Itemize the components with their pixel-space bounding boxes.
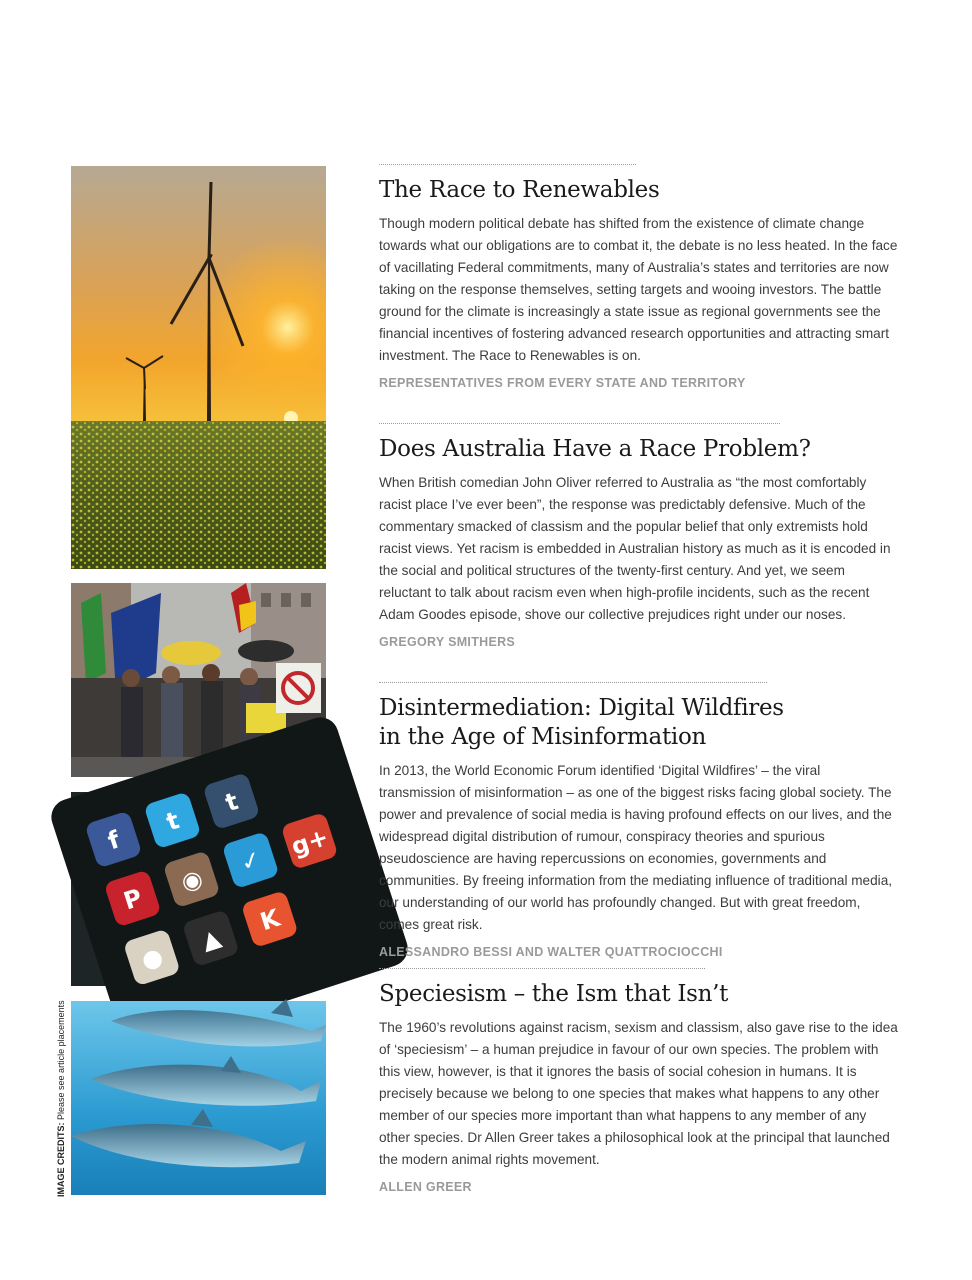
article-title-line-2: in the Age of Misinformation — [379, 724, 706, 750]
dotted-divider — [379, 423, 780, 424]
image-credits — [56, 1000, 66, 1197]
article-speciesism — [379, 968, 899, 1194]
dotted-divider — [379, 968, 705, 969]
dolphins-photo — [71, 1001, 326, 1195]
article-race-problem — [379, 423, 899, 649]
article-race-to-renewables — [379, 164, 899, 390]
svg-text:f: f — [104, 825, 124, 856]
dotted-divider — [379, 682, 767, 683]
article-title — [379, 694, 899, 752]
social-media-apps-photo — [71, 787, 332, 986]
svg-text:K: K — [256, 903, 284, 937]
wind-turbines-photo — [71, 166, 326, 569]
svg-text:▲: ▲ — [197, 923, 225, 956]
svg-text:●: ● — [137, 941, 167, 975]
svg-text:t: t — [221, 787, 242, 818]
svg-text:t: t — [162, 806, 183, 837]
article-title: Does Australia Have a Race Problem? — [379, 436, 811, 462]
article-summary: In 2013, the World Economic Forum identified ‘Digital Wildfires’ – the viral transmission of misinformation – as one of the biggest risks facing global society. The power and prevalence of social media is having profound effects on our lives, and the widespread digital distribution of rumour, conspiracy theories and spurious pseudoscience are having repercussions on economies, governments and communities. By freeing information from the mediating influence of traditional media, our understanding of our world has profoundly changed. But with great freedom, comes great risk. — [379, 763, 893, 932]
dotted-divider — [379, 164, 636, 165]
image-credits-text: Please see article placements — [56, 1000, 66, 1120]
article-author: ALESSANDRO BESSI AND WALTER QUATTROCIOCCHI — [379, 945, 723, 959]
article-summary: The 1960’s revolutions against racism, sexism and classism, also gave rise to the idea of ‘speciesism’ – a human prejudice in favour of our own species. The problem with this view, however, is that it ignores the basis of social cohesion in humans. It is precisely because we belong to one species that makes what happens to any other member of our species more important than what happens to any member of any other species. Dr Allen Greer takes a philosophical look at the principal that launched the modern animal rights movement. — [379, 1020, 898, 1167]
svg-text:P: P — [120, 883, 146, 916]
svg-text:g+: g+ — [287, 822, 332, 861]
article-title: Speciesism – the Ism that Isn’t — [379, 981, 729, 1007]
article-title-line-1: Disintermediation: Digital Wildfires — [379, 695, 784, 721]
article-author: ALLEN GREER — [379, 1180, 472, 1194]
image-credits-label: IMAGE CREDITS: — [56, 1122, 66, 1197]
article-author: GREGORY SMITHERS — [379, 635, 516, 649]
svg-text:◉: ◉ — [177, 863, 207, 897]
article-author: REPRESENTATIVES FROM EVERY STATE AND TERRITORY — [379, 376, 746, 390]
article-title: The Race to Renewables — [379, 177, 660, 203]
article-summary: When British comedian John Oliver referred to Australia as “the most comfortably racist place I’ve ever been”, the response was predictably defensive. Much of the commentary smacked of classism and the popular belief that only extremists hold racist views. Yet racism is embedded in Australian history as much as it is encoded in the social and political structures of the twenty-first century. And yet, we seem reluctant to talk about racism even when high-profile incidents, such as the recent Adam Goodes episode, shove our collective prejudices right under our noses. — [379, 475, 891, 622]
article-summary: Though modern political debate has shifted from the existence of climate change towards what our obligations are to combat it, the debate is no less heated. In the face of vacillating Federal commitments, many of Australia’s states and territories are now taking on the response themselves, setting targets and wooing investors. The battle ground for the climate is increasingly a state issue as regional governments see the financial incentives of fostering advanced research opportunities and attracting smart investment. The Race to Renewables is on. — [379, 216, 898, 363]
article-disintermediation — [379, 682, 899, 959]
svg-text:✓: ✓ — [236, 844, 265, 878]
